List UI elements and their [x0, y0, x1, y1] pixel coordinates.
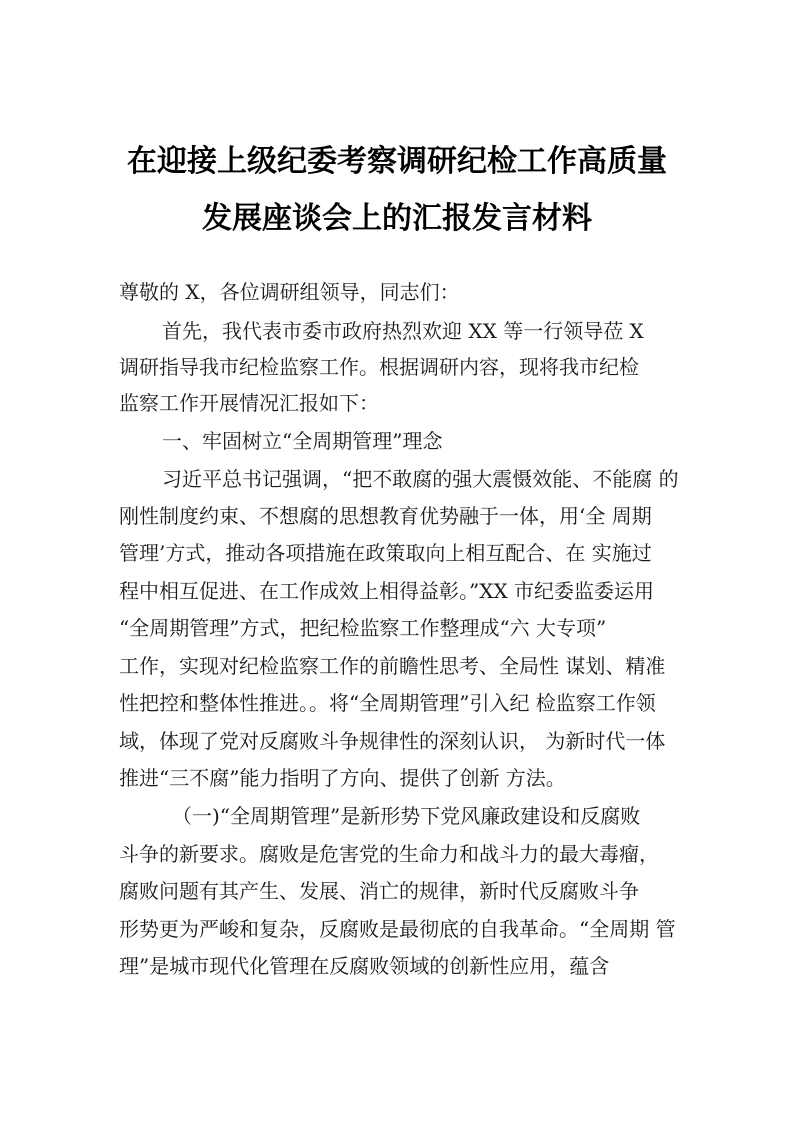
body-line: “全周期管理”方式，把纪检监察工作整理成“六 大专项” [119, 616, 607, 640]
subsection-heading: （一)“全周期管理”是新形势下党风廉政建设和反腐败 [172, 804, 641, 828]
body-line: 刚性制度约束、不想腐的思想教育优势融于一体，用‘全 周期 [119, 504, 652, 528]
body-line: 斗争的新要求。腐败是危害党的生命力和战斗力的最大毒瘤， [119, 842, 659, 866]
section-heading: 一、牢固树立“全周期管理”理念 [162, 429, 443, 453]
body-line: 理”是城市现代化管理在反腐败领域的创新性应用，蕴含 [119, 954, 610, 978]
salutation: 尊敬的 X，各位调研组领导，同志们： [119, 280, 460, 304]
body-line: 监察工作开展情况汇报如下： [119, 391, 379, 415]
document-title-line-2: 发展座谈会上的汇报发言材料 [202, 201, 592, 236]
body-line: 域，体现了党对反腐败斗争规律性的深刻认识， 为新时代一体 [119, 729, 666, 753]
body-line: 程中相互促进、在工作成效上相得益彰。”XX 市纪委监委运用 [119, 579, 655, 603]
document-title-line-1: 在迎接上级纪委考察调研纪检工作高质量 [127, 144, 667, 179]
body-line: 管理’方式，推动各项措施在政策取向上相互配合、在 实施过 [119, 541, 652, 565]
body-line: 工作，实现对纪检监察工作的前瞻性思考、全局性 谋划、精准 [119, 654, 666, 678]
body-line: 首先，我代表市委市政府热烈欢迎 XX 等一行领导莅 X [162, 319, 644, 343]
body-line: 习近平总书记强调，“把不敢腐的强大震慑效能、不能腐 的 [162, 467, 679, 491]
body-line: 形势更为严峻和复杂，反腐败是最彻底的自我革命。“全周期 管 [119, 917, 676, 941]
body-line: 推进“三不腐”能力指明了方向、提供了创新 方法。 [119, 766, 566, 790]
body-line: 调研指导我市纪检监察工作。根据调研内容，现将我市纪检 [119, 355, 639, 379]
body-line: 腐败问题有其产生、发展、消亡的规律，新时代反腐败斗争 [119, 879, 639, 903]
body-line: 性把控和整体性推进。。将“全周期管理”引入纪 检监察工作领 [119, 691, 656, 715]
